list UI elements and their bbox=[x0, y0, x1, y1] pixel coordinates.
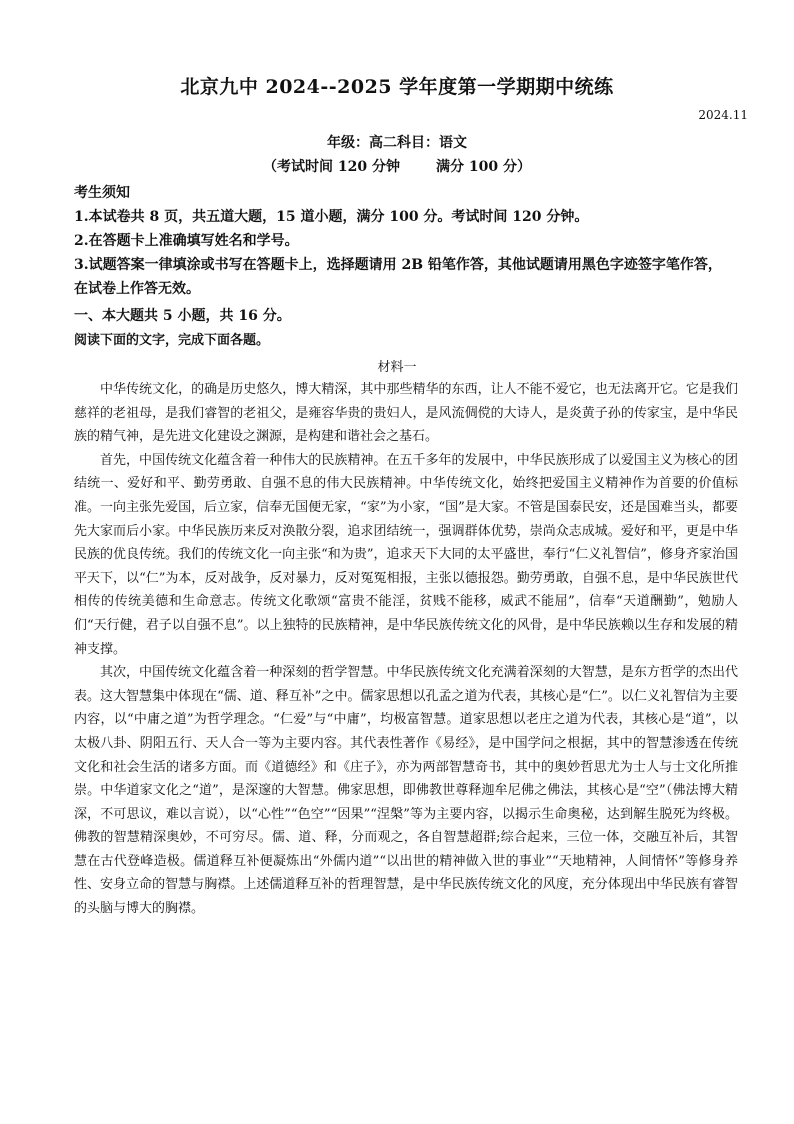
paragraph: 中华传统文化，的确是历史悠久，博大精深，其中那些精华的东西，让人不能不爱它，也无法离开它。它是我们慈祥的老祖母，是我们睿智的老祖父，是雍容华贵的贵妇人，是风流倜傥的大诗人，是炎黄子孙的传家宝，是中华民族的精气神，是先进文化建设之渊源，是构建和谐社会之基石。 bbox=[74, 382, 738, 445]
paragraph: 其次，中国传统文化蕴含着一种深刻的哲学智慧。中华民族传统文化充满着深刻的大智慧，是东方哲学的杰出代表。这大智慧集中体现在“儒、道、释互补”之中。儒家思想以孔孟之道为代表，其核心是“仁”。以仁义礼智信为主要内容，以“中庸之道”为哲学理念。“仁爱”与“中庸”，均极富智慧。道家思想以老庄之道为代表，其核心是“道”，以太极八卦、阴阳五行、天人合一等为主要内容。其代表性著作《易经》，是中国学问之根据，其中的智慧渗透在传统文化和社会生活的诸多方面。而《道德经》和《庄子》，亦为两部智慧奇书，其中的奥妙哲思尤为士人与士文化所推崇。中华道家文化之“道”，是深邃的大智慧。佛家思想，即佛教世尊释迦牟尼佛之佛法，其核心是“空”（佛法博大精深，不可思议，难以言说），以“心性”“色空”“因果”“涅槃”等为主要内容，以揭示生命奥秘，达到解生脱死为终极。佛教的智慧精深奥妙，不可穷尽。儒、道、释，分而观之，各自智慧超群;综合起来，三位一体，交融互补后，其智慧在古代登峰造极。儒道释互补便凝炼出“外儒内道”“以出世的精神做入世的事业”“天地精神，人间情怀”等修身养性、安身立命的智慧与胸襟。上述儒道释互补的哲理智慧，是中华民族传统文化的风度，充分体现出中华民族有睿智的头脑与博大的胸襟。 bbox=[74, 665, 738, 917]
exam-time: （考试时间 120 分钟 bbox=[263, 159, 400, 175]
exam-date: 2024.11 bbox=[698, 108, 748, 122]
material-title: 材料一 bbox=[377, 360, 417, 375]
section-instruction: 阅读下面的文字，完成下面各题。 bbox=[74, 333, 270, 348]
notice-item: 3.试题答案一律填涂或书写在答题卡上，选择题请用 2B 铅笔作答，其他试题请用黑色字迹签字笔作答，在试卷上作答无效。 bbox=[74, 257, 722, 297]
section-heading: 一、本大题共 5 小题，共 16 分。 bbox=[74, 308, 291, 324]
material-body bbox=[74, 378, 738, 921]
notice-item: 2.在答题卡上准确填写姓名和学号。 bbox=[74, 233, 299, 249]
exam-title: 北京九中 2024--2025 学年度第一学期期中统练 bbox=[180, 76, 614, 98]
notice-item: 1.本试卷共 8 页，共五道大题，15 道小题，满分 100 分。考试时间 120 分钟。 bbox=[74, 209, 589, 225]
exam-time-score bbox=[0, 156, 794, 176]
notice-list bbox=[74, 205, 734, 301]
full-score: 满分 100 分） bbox=[436, 159, 531, 175]
grade-subject: 年级：高二科目：语文 bbox=[327, 135, 467, 151]
paragraph: 首先，中国传统文化蕴含着一种伟大的民族精神。在五千多年的发展中，中华民族形成了以爱国主义为核心的团结统一、爱好和平、勤劳勇敢、自强不息的伟大民族精神。中华传统文化，始终把爱国主义精神作为首要的价值标准。一向主张先爱国，后立家，信奉无国便无家，“家”为小家，“国”是大家。不管是国泰民安，还是国难当头，都要先大家而后小家。中华民族历来反对涣散分裂，追求团结统一，强调群体优势，崇尚众志成城。爱好和平，更是中华民族的优良传统。我们的传统文化一向主张“和为贵”，追求天下大同的太平盛世，奉行“仁义礼智信”，修身齐家治国平天下，以“仁”为本，反对战争，反对暴力，反对冤冤相报，主张以德报怨。勤劳勇敢，自强不息，是中华民族世代相传的传统美德和生命意志。传统文化歌颂“富贵不能淫，贫贱不能移，威武不能屈”，信奉“天道酬勤”，勉励人们“天行健，君子以自强不息”。以上独特的民族精神，是中华民族传统文化的风骨，是中华民族赖以生存和发展的精神支撑。 bbox=[74, 452, 738, 657]
notice-heading: 考生须知 bbox=[74, 185, 130, 201]
